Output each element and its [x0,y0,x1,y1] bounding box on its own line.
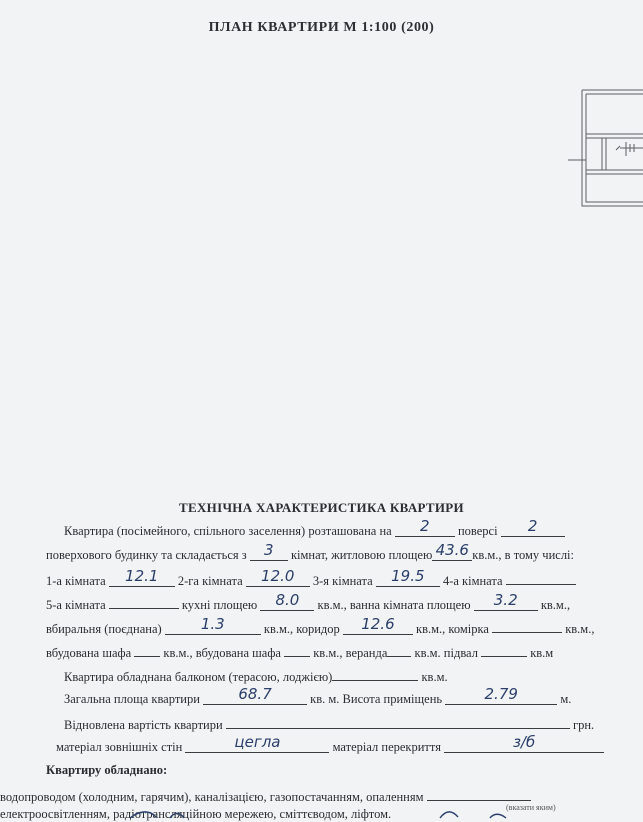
veranda-field[interactable] [387,642,411,657]
total-area-field[interactable]: 68.7 [203,690,307,705]
corridor-field[interactable]: 12.6 [343,620,413,635]
heating-type-field[interactable] [427,786,531,801]
line-rooms: поверхового будинку та складається з 3 кімнат, житловою площею 43.6 кв.м., в тому числі: [46,541,574,562]
line-location: Квартира (посімейного, спільного заселення) розташована на 2 поверсі 2 [64,522,565,539]
line-wardrobes: вбудована шафа кв.м., вбудована шафа кв.м., веранда кв.м. підвал кв.м [46,642,553,661]
wardrobe1-field[interactable] [134,642,160,657]
cost-field[interactable] [226,714,570,729]
room2-field[interactable]: 12.0 [246,572,310,587]
floor-field[interactable]: 2 [395,522,455,537]
balcony-field[interactable] [332,666,418,681]
walls-material-field[interactable]: цегла [185,738,329,753]
line-total-area: Загальна площа квартири 68.7 кв. м. Висота приміщень 2.79 м. [64,685,572,706]
heating-note: (вказати яким) [506,803,556,812]
floor-plan-sketch [566,88,643,208]
room4-field[interactable] [506,570,576,585]
storage-field[interactable] [492,618,562,633]
line-toilet-corridor: вбиральня (поєднана) 1.3 кв.м., коридор 12.6 кв.м., комірка кв.м., [46,615,595,636]
line-materials: матеріал зовнішніх стін цегла матеріал перекриття з/б [56,738,604,755]
ceiling-material-field[interactable]: з/б [444,738,604,753]
line-cost: Відновлена вартість квартири грн. [64,714,594,733]
page-title: ПЛАН КВАРТИРИ М 1:100 (200) [208,20,435,35]
kitchen-field[interactable]: 8.0 [260,596,314,611]
equipment-heading: Квартиру обладнано: [46,763,168,777]
line-rooms-areas: 1-а кімната 12.1 2-га кімната 12.0 3-я кімната 19.5 4-а кімната [46,570,576,589]
line-electricity: електроосвітленням, радіотрансляційною мережею, сміттєводом, ліфтом. [0,807,392,821]
toilet-field[interactable]: 1.3 [165,620,261,635]
line-utilities: водопроводом (холодним, гарячим), каналізацією, газопостачанням, опаленням [0,786,531,805]
line-kitchen-bath: 5-а кімната кухні площею 8.0 кв.м., ванна кімната площею 3.2 кв.м., [46,591,571,612]
basement-field[interactable] [481,642,527,657]
room5-field[interactable] [109,594,179,609]
room3-field[interactable]: 19.5 [376,572,440,587]
line-balcony: Квартира обладнана балконом (терасою, лоджією) кв.м. [64,666,448,685]
wardrobe2-field[interactable] [284,642,310,657]
bathroom-field[interactable]: 3.2 [474,596,538,611]
room1-field[interactable]: 12.1 [109,572,175,587]
signature-scribble [110,808,530,819]
height-field[interactable]: 2.79 [445,690,557,705]
living-area-field[interactable]: 43.6 [432,546,472,561]
floors-total-field[interactable]: 2 [501,522,565,537]
rooms-field[interactable]: 3 [250,546,288,561]
section-title: ТЕХНІЧНА ХАРАКТЕРИСТИКА КВАРТИРИ [179,500,464,515]
